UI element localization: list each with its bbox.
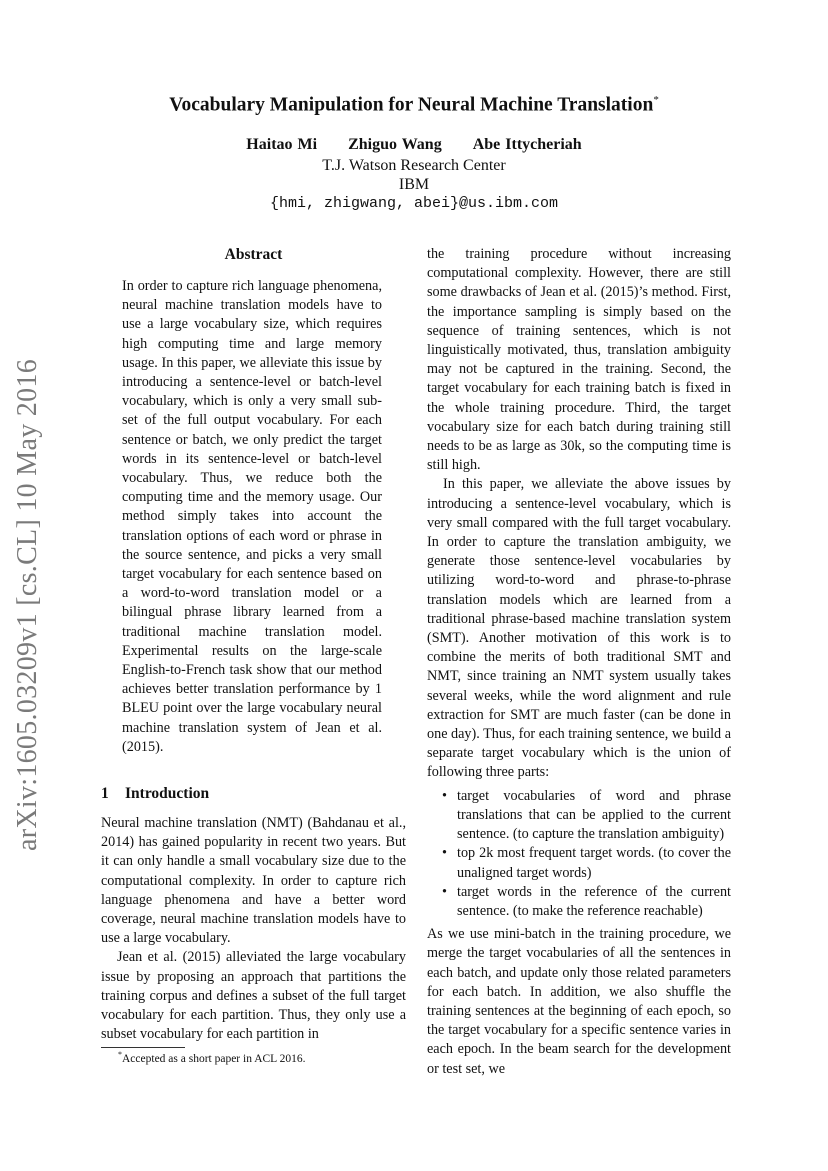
paragraph: In this paper, we alleviate the above issues by introducing a sentence-level vocabulary, which is very small compared with the full target vocabulary. In order to capture the translation ambiguity, we generate those sentence-level vocabularies by utilizing word-to-word and phrase-to-phrase translation models which are learned from a traditional phrase-based machine translation system (SMT). Another motivation of this work is to combine the merits of both traditional SMT and NMT, since training an NMT system usually takes several weeks, while the word alignment and rule extraction for SMT are much faster (can be done in one day). Thus, for each training sentence, we build a separate target vocabulary which is the union of following three parts: <box>427 476 731 781</box>
author-name: Haitao Mi <box>246 136 318 153</box>
list-item: • target words in the reference of the current sentence. (to make the reference reachable) <box>457 883 731 921</box>
intro-text <box>101 814 406 1044</box>
paragraph: Neural machine translation (NMT) (Bahdanau et al., 2014) has gained popularity in recent two years. But it can only handle a small vocabulary size due to the computational complexity. In order to capture rich language phenomena and have a better word coverage, neural machine translation models have to use a large vocabulary. <box>101 815 406 947</box>
footnote-text: Accepted as a short paper in ACL 2016. <box>122 1052 306 1065</box>
section-number: 1 <box>101 785 109 802</box>
affiliation: T.J. Watson Research Center <box>322 157 506 174</box>
list-item: • target vocabularies of word and phrase translations that can be applied to the current sentence. (to capture the translation ambiguity) <box>457 787 731 845</box>
author-name: Zhiguo Wang <box>348 136 442 153</box>
paragraph: Jean et al. (2015) alleviated the large vocabulary issue by proposing an approach that partitions the training corpus and defines a subset of the full target vocabulary for each partition. Thus, they only use a subset vocabulary for each partition in <box>101 949 406 1043</box>
section-heading <box>101 785 209 803</box>
abstract-heading: Abstract <box>224 246 283 263</box>
paragraph: As we use mini-batch in the training procedure, we merge the target vocabularies of all the sentences in each batch, and update only those related parameters for each batch. In addition, we also shuffle the training sentences at the beginning of each epoch, so the target vocabulary for a specific sentence varies in each epoch. In the beam search for the development or test set, we <box>427 926 731 1077</box>
author-emails: {hmi, zhigwang, abei}@us.ibm.com <box>269 195 559 212</box>
paragraph: the training procedure without increasing computational complexity. However, there are still some drawbacks of Jean et al. (2015)’s method. First, the importance sampling is simply based on the sequence of training sentences, which is not linguistically motivated, thus, translation ambiguity may not be captured in the training. Second, the target vocabulary for each training batch is fixed in the whole training procedure. Third, the target vocabulary size for each batch during training still needs to be as large as 30k, so the computing time is still high. <box>427 246 731 474</box>
footnote <box>118 1050 306 1065</box>
paper-title: Vocabulary Manipulation for Neural Machine Translation <box>169 94 654 116</box>
author-list <box>80 136 748 154</box>
footnote-mark: * <box>118 1050 122 1059</box>
abstract-body: In order to capture rich language phenomena, neural machine translation models have to use a large vocabulary size, which requires high computing time and large memory usage. In this paper, we alleviate this issue by introducing a sentence-level or batch-level vocabulary, which is only a very small sub-set of the full output vocabulary. For each sentence or batch, we only predict the target words in its sentence-level or batch-level vocabulary. Thus, we reduce both the computing time and the memory usage. Our method simply takes into account the translation options of each word or phrase in the source sentence, and picks a very small target vocabulary for each sentence based on a word-to-word translation model or a bilingual phrase library learned from a traditional machine translation model. Experimental results on the large-scale English-to-French task show that our method achieves better translation performance by 1 BLEU point over the large vocabulary neural machine translation system of Jean et al. (2015). <box>122 278 382 755</box>
organization: IBM <box>398 176 430 193</box>
list-item: • top 2k most frequent target words. (to cover the unaligned target words) <box>457 844 731 882</box>
footnote-rule <box>101 1047 185 1048</box>
paper-title-line <box>80 94 748 117</box>
bullet-list <box>427 787 731 921</box>
author-name: Abe Ittycheriah <box>472 136 582 153</box>
title-footnote-mark: * <box>653 94 659 106</box>
right-column-text <box>427 245 731 1079</box>
arxiv-id: arXiv:1605.03209v1 [cs.CL] 10 May 2016 <box>12 358 44 852</box>
arxiv-sidebar-stamp <box>10 355 46 855</box>
section-title: Introduction <box>125 785 210 802</box>
